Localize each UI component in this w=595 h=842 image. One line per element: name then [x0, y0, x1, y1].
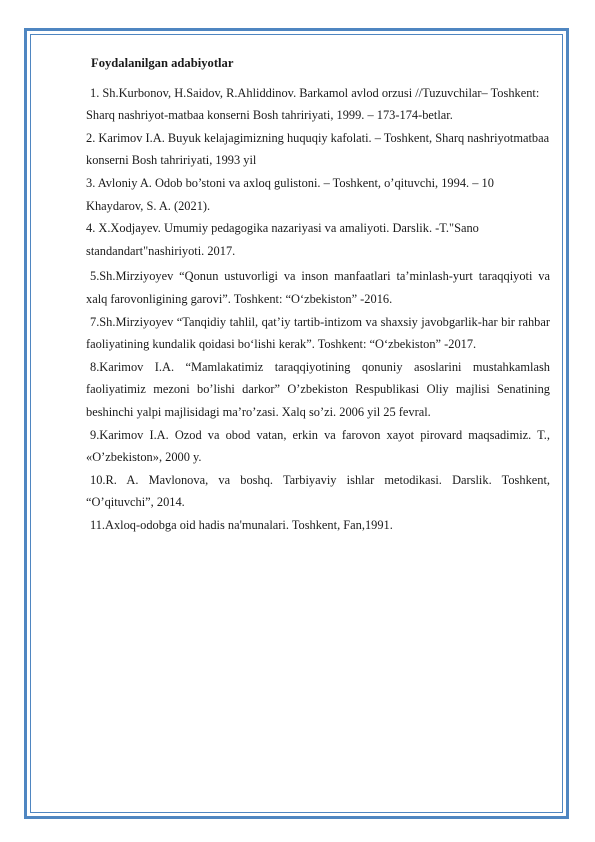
reference-item-5: 5.Sh.Mirziyoyev “Qonun ustuvorligi va inson manfaatlari ta’minlash-yurt taraqqiyoti va xalq farovonligining garovi”. Toshkent: “O‘zbekiston” -2016.: [86, 269, 550, 306]
reference-item-8: 8.Karimov I.A. “Mamlakatimiz taraqqiyotining qonuniy asoslarini mustahkamlash faoliyatimiz mezoni bo’lishi darkor” O’zbekiston Respublikasi Oliy majlisi Senatining beshinchi yalpi majlisidagi ma’ro’zasi. Xalq so’zi. 2006 yil 25 fevral.: [86, 359, 550, 419]
document-body: [86, 52, 550, 536]
reference-item-2: 2. Karimov I.A. Buyuk kelajagimizning huquqiy kafolati. – Toshkent, Sharq nashriyotmatbaa konserni Bosh tahririyati, 1993 yil: [86, 130, 550, 168]
reference-item-10: 10.R. A. Mavlonova, va boshq. Tarbiyaviy ishlar metodikasi. Darslik. Toshkent, “O’qituvchi”, 2014.: [86, 472, 550, 510]
reference-item-3: 3. Avloniy A. Odob bo’stoni va axloq gulistoni. – Toshkent, o’qituvchi, 1994. – 10 Khaydarov, S. A. (2021).: [86, 175, 494, 213]
references-heading: Foydalanilgan adabiyotlar: [91, 56, 234, 70]
reference-item-1: 1. Sh.Kurbonov, H.Saidov, R.Ahliddinov. Barkamol avlod orzusi //Tuzuvchilar– Toshkent: Sharq nashriyot-matbaa konserni Bosh tahririyati, 1999. – 173-174-betlar.: [86, 85, 540, 123]
reference-item-9: 9.Karimov I.A. Ozod va obod vatan, erkin va farovon xayot pirovard maqsadimiz. T., «O’zbekiston», 2000 y.: [86, 427, 550, 465]
reference-item-4: 4. X.Xodjayev. Umumiy pedagogika nazariyasi va amaliyoti. Darslik. -T."Sano standandart"nashiriyoti. 2017.: [86, 221, 479, 258]
reference-item-11: 11.Axloq-odobga oid hadis na'munalari. Toshkent, Fan,1991.: [90, 517, 393, 532]
reference-item-7: 7.Sh.Mirziyoyev “Tanqidiy tahlil, qat’iy tartib-intizom va shaxsiy javobgarlik-har bir rahbar faoliyatining kundalik qoidasi bo‘lishi kerak”. Toshkent: “O‘zbekiston” -2017.: [86, 314, 550, 352]
